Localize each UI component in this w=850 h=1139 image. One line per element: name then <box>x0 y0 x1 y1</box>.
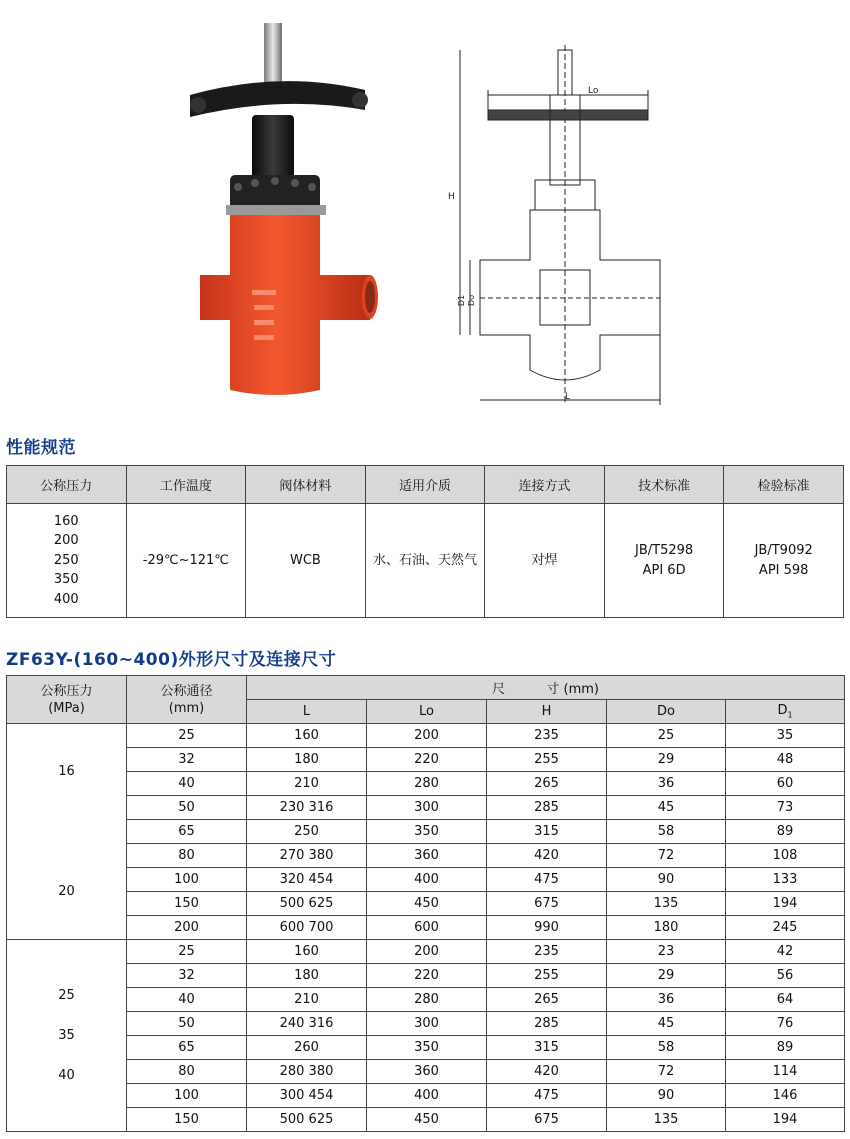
table-cell: 675 <box>487 1108 607 1132</box>
dim-col-header: Do <box>607 700 726 724</box>
drawing-label-do: Do <box>467 294 477 307</box>
table-cell: 135 <box>607 892 726 916</box>
table-cell: 420 <box>487 1060 607 1084</box>
table-row <box>7 1060 845 1084</box>
table-cell: 150 <box>127 892 247 916</box>
table-row <box>7 772 845 796</box>
table-cell: 500 625 <box>247 892 367 916</box>
table-cell: 89 <box>726 1036 845 1060</box>
table-cell: 160 <box>247 940 367 964</box>
spec-header-cell: 公称压力 <box>7 466 127 504</box>
spec-pressure: 160 200 250 350 400 <box>7 504 127 618</box>
table-cell: 285 <box>487 1012 607 1036</box>
table-cell: 45 <box>607 1012 726 1036</box>
drawing-label-l: L <box>565 392 571 402</box>
table-cell: 265 <box>487 772 607 796</box>
spec-medium: 水、石油、天然气 <box>365 504 485 618</box>
table-cell: 160 <box>247 724 367 748</box>
table-cell: 360 <box>367 1060 487 1084</box>
table-row <box>7 796 845 820</box>
table-cell: 300 <box>367 1012 487 1036</box>
table-cell: 250 <box>247 820 367 844</box>
spec-inspection-standard: JB/T9092 API 598 <box>724 504 844 618</box>
table-cell: 76 <box>726 1012 845 1036</box>
spec-data-row <box>7 504 844 618</box>
table-row <box>7 988 845 1012</box>
d1-sub: 1 <box>787 710 793 720</box>
spec-material: WCB <box>246 504 366 618</box>
spec-header-cell: 连接方式 <box>485 466 605 504</box>
table-cell: 245 <box>726 916 845 940</box>
table-row <box>7 940 845 964</box>
table-cell: 280 <box>367 988 487 1012</box>
table-cell: 25 <box>607 724 726 748</box>
table-cell: 990 <box>487 916 607 940</box>
table-cell: 65 <box>127 820 247 844</box>
table-cell: 320 454 <box>247 868 367 892</box>
table-cell: 400 <box>367 1084 487 1108</box>
table-cell: 200 <box>367 724 487 748</box>
drawing-label-d1: D1 <box>457 294 467 307</box>
table-cell: 600 <box>367 916 487 940</box>
table-cell: 475 <box>487 868 607 892</box>
table-cell: 230 316 <box>247 796 367 820</box>
table-row <box>7 820 845 844</box>
table-cell: 146 <box>726 1084 845 1108</box>
table-cell: 240 316 <box>247 1012 367 1036</box>
table-cell: 675 <box>487 892 607 916</box>
table-cell: 220 <box>367 964 487 988</box>
drawing-label-h: H <box>448 192 455 202</box>
table-cell: 56 <box>726 964 845 988</box>
spec-header-cell: 工作温度 <box>126 466 246 504</box>
table-cell: 25 <box>127 724 247 748</box>
table-cell: 64 <box>726 988 845 1012</box>
dim-header-pressure: 公称压力 (MPa) <box>7 676 127 724</box>
table-row <box>7 868 845 892</box>
table-cell: 29 <box>607 964 726 988</box>
spec-temperature: -29℃~121℃ <box>126 504 246 618</box>
table-cell: 90 <box>607 868 726 892</box>
table-cell: 100 <box>127 1084 247 1108</box>
table-cell: 270 380 <box>247 844 367 868</box>
table-cell: 50 <box>127 1012 247 1036</box>
table-cell: 100 <box>127 868 247 892</box>
table-cell: 255 <box>487 748 607 772</box>
table-cell: 300 <box>367 796 487 820</box>
table-cell: 350 <box>367 1036 487 1060</box>
table-row <box>7 1108 845 1132</box>
table-cell: 23 <box>607 940 726 964</box>
table-cell: 500 625 <box>247 1108 367 1132</box>
dimension-table <box>6 675 845 1132</box>
table-cell: 32 <box>127 748 247 772</box>
dimension-section-title: ZF63Y-(160~400)外形尺寸及连接尺寸 <box>6 650 337 670</box>
valve-photo <box>170 15 420 405</box>
table-cell: 360 <box>367 844 487 868</box>
table-cell: 280 <box>367 772 487 796</box>
table-cell: 36 <box>607 772 726 796</box>
table-cell: 133 <box>726 868 845 892</box>
table-cell: 48 <box>726 748 845 772</box>
table-row <box>7 916 845 940</box>
spec-header-cell: 适用介质 <box>365 466 485 504</box>
table-cell: 210 <box>247 988 367 1012</box>
table-cell: 114 <box>726 1060 845 1084</box>
table-row <box>7 724 845 748</box>
table-cell: 420 <box>487 844 607 868</box>
table-cell: 180 <box>247 748 367 772</box>
table-cell: 72 <box>607 1060 726 1084</box>
spec-connection: 对焊 <box>485 504 605 618</box>
table-cell: 315 <box>487 1036 607 1060</box>
table-cell: 260 <box>247 1036 367 1060</box>
table-cell: 135 <box>607 1108 726 1132</box>
spec-header-cell: 技术标准 <box>604 466 724 504</box>
table-cell: 285 <box>487 796 607 820</box>
table-cell: 45 <box>607 796 726 820</box>
table-row <box>7 1012 845 1036</box>
spec-header-cell: 检验标准 <box>724 466 844 504</box>
table-cell: 60 <box>726 772 845 796</box>
table-cell: 280 380 <box>247 1060 367 1084</box>
dim-col-header: L <box>247 700 367 724</box>
dim-col-header: Lo <box>367 700 487 724</box>
dim-body <box>7 724 845 1132</box>
table-cell: 65 <box>127 1036 247 1060</box>
table-cell: 50 <box>127 796 247 820</box>
drawing-label-lo: Lo <box>588 86 599 96</box>
table-cell: 235 <box>487 940 607 964</box>
valve-drawing <box>440 40 680 410</box>
table-cell: 58 <box>607 1036 726 1060</box>
table-cell: 265 <box>487 988 607 1012</box>
dim-header-row <box>7 676 845 700</box>
table-row <box>7 964 845 988</box>
table-cell: 40 <box>127 988 247 1012</box>
table-cell: 475 <box>487 1084 607 1108</box>
table-cell: 350 <box>367 820 487 844</box>
table-cell: 400 <box>367 868 487 892</box>
table-cell: 200 <box>367 940 487 964</box>
table-cell: 42 <box>726 940 845 964</box>
table-cell: 220 <box>367 748 487 772</box>
table-cell: 180 <box>247 964 367 988</box>
table-cell: 315 <box>487 820 607 844</box>
table-cell: 235 <box>487 724 607 748</box>
table-row <box>7 844 845 868</box>
table-cell: 32 <box>127 964 247 988</box>
spec-tech-standard: JB/T5298 API 6D <box>604 504 724 618</box>
table-cell: 108 <box>726 844 845 868</box>
table-cell: 72 <box>607 844 726 868</box>
spec-header-cell: 阀体材料 <box>246 466 366 504</box>
table-cell: 300 454 <box>247 1084 367 1108</box>
dim-header-dims: 尺 寸 (mm) <box>247 676 845 700</box>
table-cell: 180 <box>607 916 726 940</box>
table-cell: 150 <box>127 1108 247 1132</box>
table-cell: 194 <box>726 1108 845 1132</box>
table-row <box>7 1036 845 1060</box>
dim-header-dn: 公称通径 (mm) <box>127 676 247 724</box>
table-cell: 40 <box>127 772 247 796</box>
table-row <box>7 892 845 916</box>
table-cell: 89 <box>726 820 845 844</box>
table-cell: 80 <box>127 1060 247 1084</box>
table-cell: 80 <box>127 844 247 868</box>
table-cell: 73 <box>726 796 845 820</box>
table-cell: 450 <box>367 892 487 916</box>
table-cell: 450 <box>367 1108 487 1132</box>
pressure-group-cell: 25 35 40 <box>7 940 127 1132</box>
spec-section-title: 性能规范 <box>6 438 76 458</box>
table-cell: 200 <box>127 916 247 940</box>
dim-col-header-d1 <box>726 700 845 724</box>
table-cell: 255 <box>487 964 607 988</box>
dim-col-header: H <box>487 700 607 724</box>
table-row <box>7 1084 845 1108</box>
table-cell: 25 <box>127 940 247 964</box>
table-cell: 58 <box>607 820 726 844</box>
table-cell: 600 700 <box>247 916 367 940</box>
table-row <box>7 748 845 772</box>
table-cell: 29 <box>607 748 726 772</box>
table-cell: 36 <box>607 988 726 1012</box>
table-cell: 210 <box>247 772 367 796</box>
figure-area <box>0 0 850 425</box>
table-cell: 194 <box>726 892 845 916</box>
table-cell: 35 <box>726 724 845 748</box>
spec-header-row <box>7 466 844 504</box>
d1-main: D <box>777 703 788 719</box>
table-cell: 90 <box>607 1084 726 1108</box>
spec-table <box>6 465 844 618</box>
pressure-group-cell: 16 20 <box>7 724 127 940</box>
